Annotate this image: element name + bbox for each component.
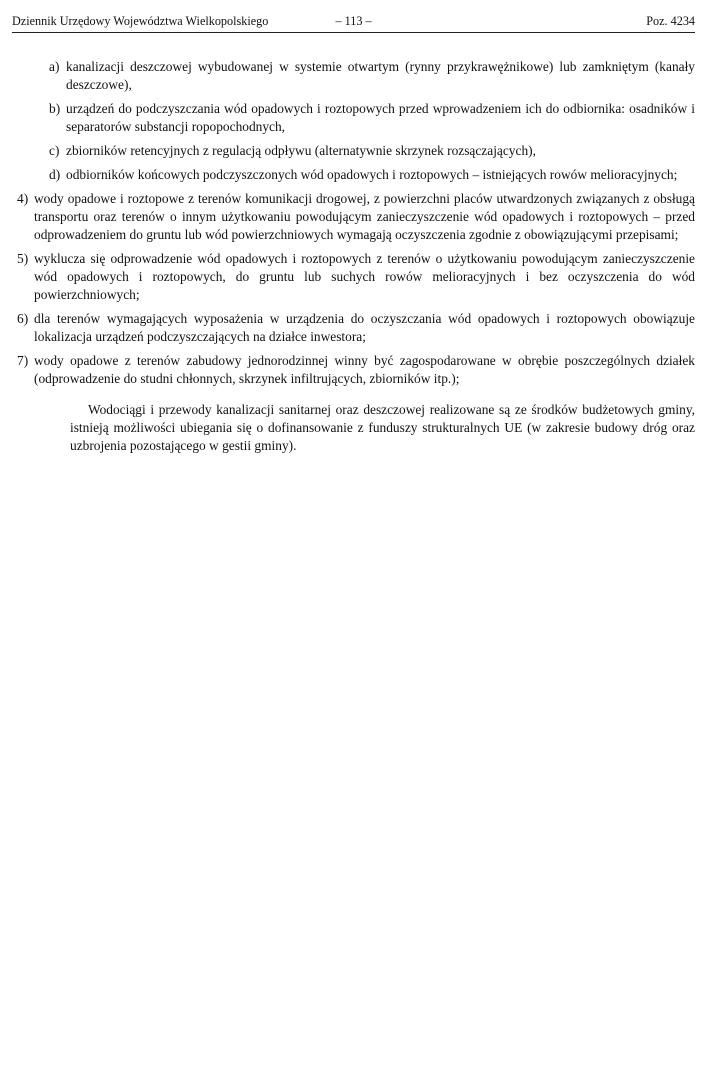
list-item-6 [17,310,695,346]
list-item-text: wyklucza się odprowadzenie wód opadowych i roztopowych z terenów o użytkowaniu powodującym zanieczyszczenie wód opadowych i roztopowych, do gruntu lub suchych rowów melioracyjnych i bez oczyszczenia do wód powierzchniowych; [34,251,695,302]
journal-title: Dziennik Urzędowy Województwa Wielkopolskiego [12,14,269,28]
page-header [12,12,695,33]
list-item-text: zbiorników retencyjnych z regulacją odpływu (alternatywnie skrzynek rozsączających), [66,143,536,158]
list-marker: 7) [17,353,29,368]
list-item-5 [17,250,695,304]
page-number: – 113 – [335,14,372,28]
list-item-text: urządzeń do podczyszczania wód opadowych i roztopowych przed wprowadzeniem ich do odbiornika: osadników i separatorów substancji ropopochodnych, [66,101,695,134]
list-item-text: wody opadowe i roztopowe z terenów komunikacji drogowej, z powierzchni placów utwardzonych związanych z obsługą transportu oraz terenów o innym użytkowaniu powodującym zanieczyszczenie wód opadowych i roztopowych – przed odprowadzeniem do gruntu lub wód powierzchniowych wymagają oczyszczenia zgodnie z obowiązującymi przepisami; [34,191,695,242]
list-item-text: wody opadowe z terenów zabudowy jednorodzinnej winny być zagospodarowane w obrębie poszczególnych działek (odprowadzenie do studni chłonnych, skrzynek infiltrujących, zbiorników itp.); [34,353,695,386]
list-item-text: odbiorników końcowych podczyszczonych wód opadowych i roztopowych – istniejących rowów melioracyjnych; [66,167,678,182]
list-item-7 [17,352,695,388]
list-marker: 5) [17,251,29,266]
sub-list-item-c [49,142,695,160]
list-item-4 [17,190,695,244]
list-item-text: dla terenów wymagających wyposażenia w urządzenia do oczyszczania wód opadowych i roztopowych obowiązuje lokalizacja urządzeń podczyszczających na działce inwestora; [34,311,695,344]
list-marker: 6) [17,311,29,326]
sub-list-item-b [49,100,695,136]
list-marker: b) [49,101,61,116]
list-marker: c) [49,143,60,158]
list-marker: d) [49,167,61,182]
closing-paragraph: Wodociągi i przewody kanalizacji sanitarnej oraz deszczowej realizowane są ze środków budżetowych gminy, istnieją możliwości ubiegania się o dofinansowanie z funduszy strukturalnych UE (w zakresie budowy dróg oraz uzbrojenia pozostającego w gestii gminy). [70,402,695,454]
list-marker: 4) [17,191,29,206]
document-body [0,58,707,469]
sub-list-item-d [49,166,695,184]
list-marker: a) [49,59,60,74]
list-item-text: kanalizacji deszczowej wybudowanej w systemie otwartym (rynny przykrawężnikowe) lub zamkniętym (kanały deszczowe), [66,59,695,92]
position-number: Poz. 4234 [646,14,695,28]
sub-list-item-a [49,58,695,94]
